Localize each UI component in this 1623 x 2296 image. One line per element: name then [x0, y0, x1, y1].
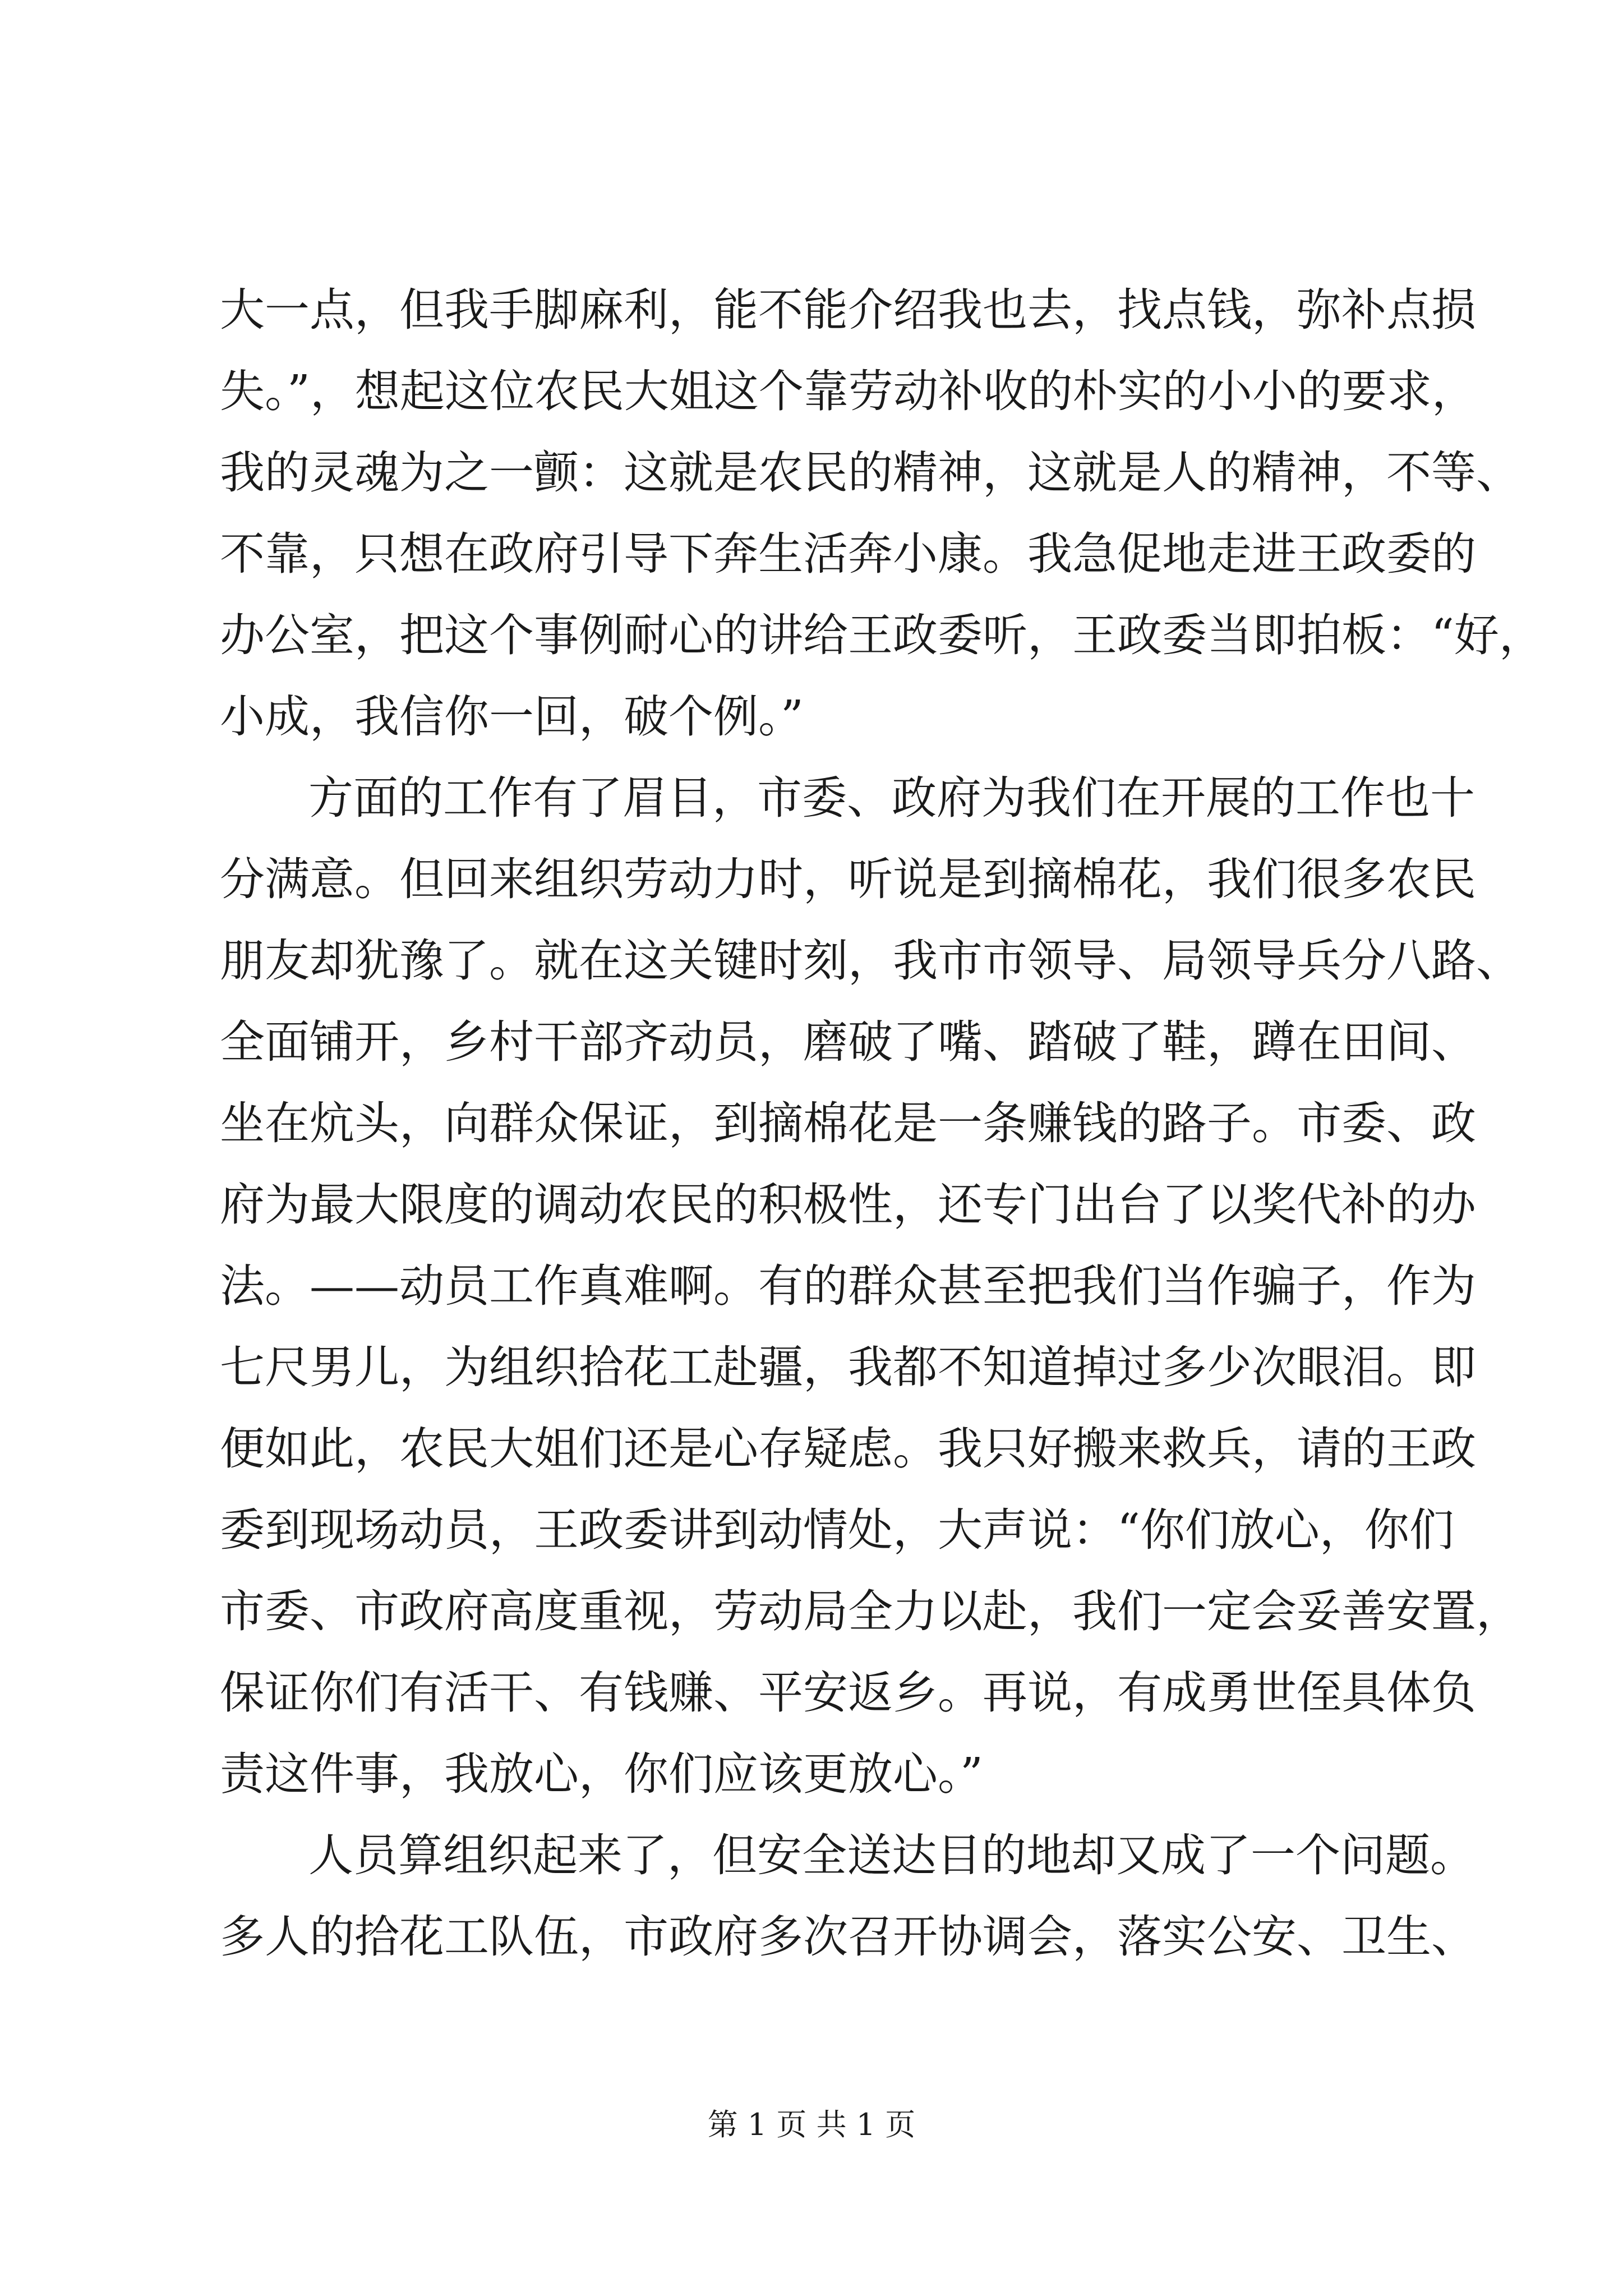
text-line: 便如此，农民大姐们还是心存疑虑。我只好搬来救兵，请的王政: [220, 1423, 1476, 1475]
text-line: 全面铺开，乡村干部齐动员，磨破了嘴、踏破了鞋，蹲在田间、: [220, 1016, 1476, 1068]
paragraph: [220, 757, 1521, 1815]
text-line: 七尺男儿，为组织拾花工赴疆，我都不知道掉过多少次眼泪。即: [220, 1341, 1476, 1393]
paragraph: [220, 269, 1544, 757]
text-line: 多人的拾花工队伍，市政府多次召开协调会，落实公安、卫生、: [220, 1911, 1476, 1963]
text-line: 委到现场动员，王政委讲到动情处，大声说：“你们放心，你们: [220, 1504, 1454, 1556]
text-line: 市委、市政府高度重视，劳动局全力以赴，我们一定会妥善安置，: [220, 1585, 1521, 1637]
text-line: 办公室，把这个事例耐心的讲给王政委听，王政委当即拍板：“好，: [220, 609, 1544, 661]
document-body: [220, 269, 1544, 1977]
text-line: 府为最大限度的调动农民的积极性，还专门出台了以奖代补的办: [220, 1179, 1476, 1231]
text-line: 失。”，想起这位农民大姐这个靠劳动补收的朴实的小小的要求，: [220, 365, 1477, 417]
text-line: 大一点，但我手脚麻利，能不能介绍我也去，找点钱，弥补点损: [220, 284, 1476, 336]
text-line: 法。——动员工作真难啊。有的群众甚至把我们当作骗子，作为: [220, 1260, 1476, 1312]
text-line: 小成，我信你一回，破个例。”: [220, 691, 804, 743]
text-line: 方面的工作有了眉目，市委、政府为我们在开展的工作也十: [308, 772, 1475, 824]
text-line: 分满意。但回来组织劳动力时，听说是到摘棉花，我们很多农民: [220, 853, 1476, 905]
text-line: 我的灵魂为之一颤：这就是农民的精神，这就是人的精神，不等、: [220, 447, 1521, 499]
text-line: 不靠，只想在政府引导下奔生活奔小康。我急促地走进王政委的: [220, 528, 1476, 580]
paragraph: [220, 1815, 1476, 1977]
text-line: 人员算组织起来了，但安全送达目的地却又成了一个问题。: [308, 1829, 1475, 1881]
text-line: 坐在炕头，向群众保证，到摘棉花是一条赚钱的路子。市委、政: [220, 1097, 1476, 1149]
text-line: 朋友却犹豫了。就在这关键时刻，我市市领导、局领导兵分八路、: [220, 935, 1521, 987]
text-line: 责这件事，我放心，你们应该更放心。”: [220, 1748, 983, 1800]
text-line: 保证你们有活干、有钱赚、平安返乡。再说，有成勇世侄具体负: [220, 1667, 1476, 1719]
page-footer: 第 1 页 共 1 页: [707, 2107, 916, 2142]
